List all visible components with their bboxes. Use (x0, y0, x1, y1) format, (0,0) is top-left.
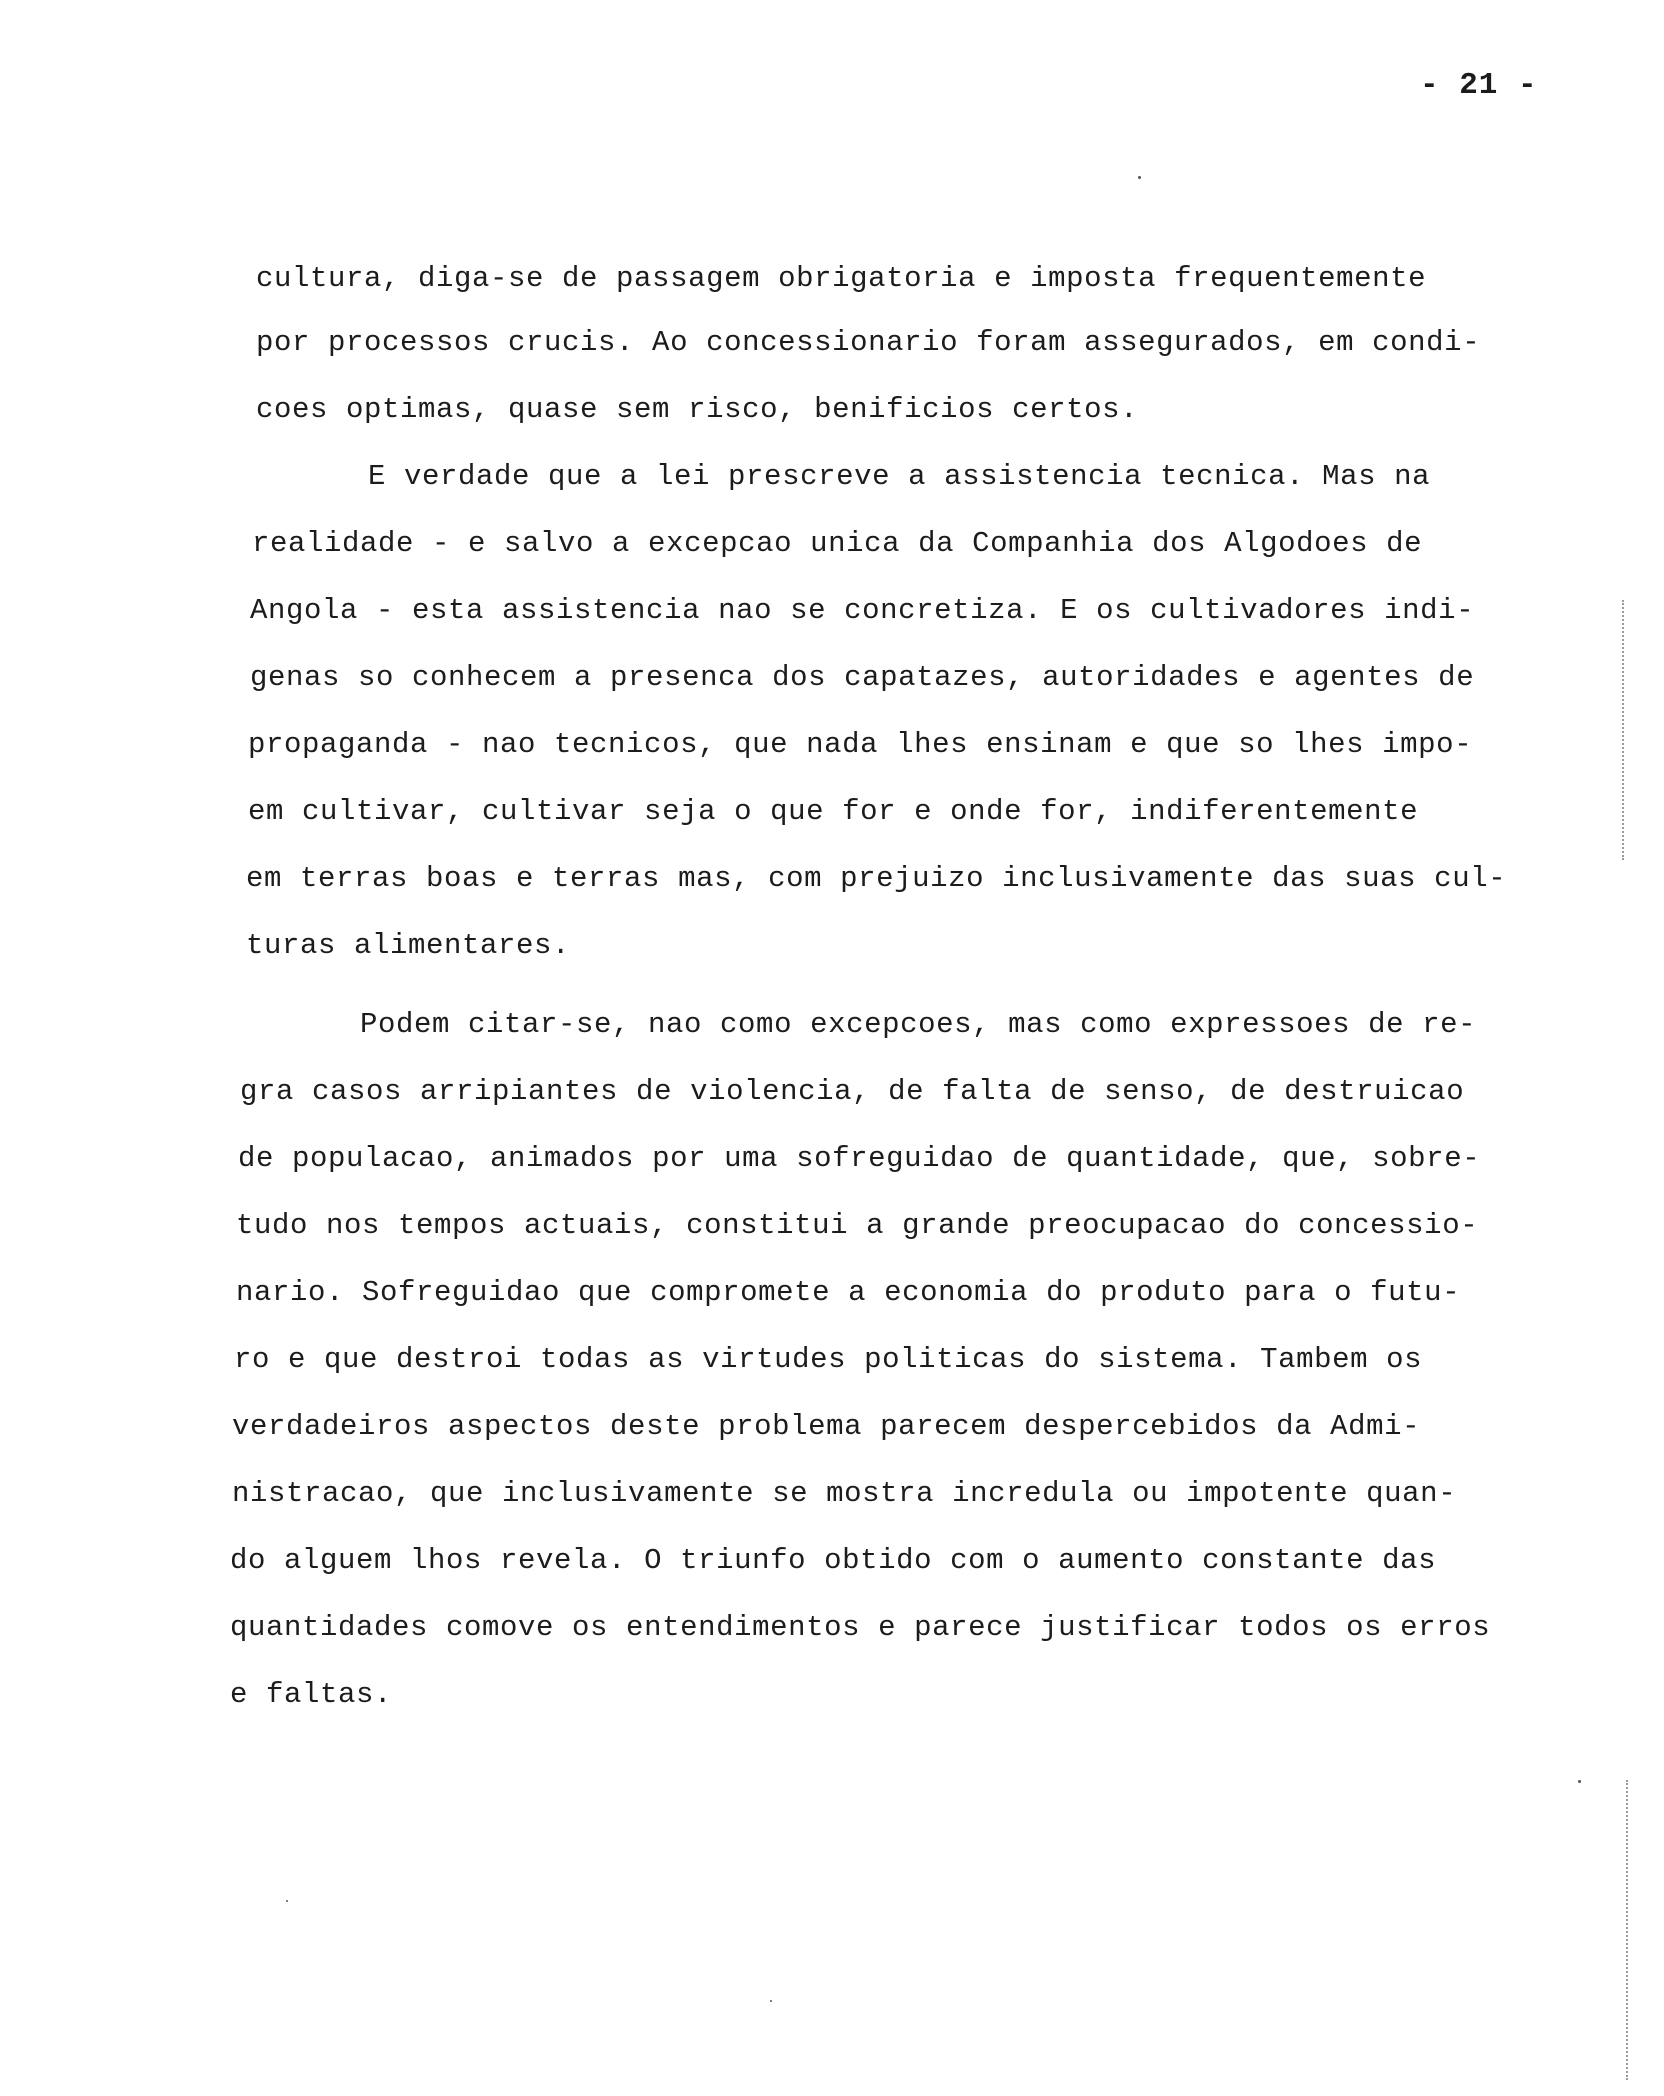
text-line: propaganda - nao tecnicos, que nada lhes ensinam e que so lhes impo- (248, 728, 1473, 761)
text-line: realidade - e salvo a excepcao unica da Companhia dos Algodoes de (252, 527, 1423, 560)
text-line: Angola - esta assistencia nao se concretiza. E os cultivadores indi- (250, 594, 1475, 627)
text-line: de populacao, animados por uma sofreguidao de quantidade, que, sobre- (238, 1142, 1481, 1175)
text-line: e faltas. (230, 1678, 393, 1711)
text-line: verdadeiros aspectos deste problema parecem despercebidos da Admi- (232, 1410, 1421, 1443)
text-line: cultura, diga-se de passagem obrigatoria e imposta frequentemente (256, 262, 1427, 295)
text-line: E verdade que a lei prescreve a assistencia tecnica. Mas na (368, 460, 1431, 493)
margin-mark (1622, 600, 1624, 860)
page-number: - 21 - (1420, 68, 1538, 103)
text-line: quantidades comove os entendimentos e parece justificar todos os erros (230, 1611, 1491, 1644)
scan-speck (286, 1900, 288, 1902)
text-line: genas so conhecem a presenca dos capatazes, autoridades e agentes de (250, 661, 1475, 694)
text-line: tudo nos tempos actuais, constitui a grande preocupacao do concessio- (236, 1209, 1479, 1242)
text-line: gra casos arripiantes de violencia, de falta de senso, de destruicao (240, 1075, 1465, 1108)
text-line: Podem citar-se, nao como excepcoes, mas como expressoes de re- (360, 1008, 1477, 1041)
margin-mark (1626, 1780, 1628, 2080)
text-line: em terras boas e terras mas, com prejuizo inclusivamente das suas cul- (246, 862, 1507, 895)
scan-speck (1138, 176, 1141, 179)
text-line: nario. Sofreguidao que compromete a economia do produto para o futu- (236, 1276, 1461, 1309)
text-line: ro e que destroi todas as virtudes politicas do sistema. Tambem os (234, 1343, 1423, 1376)
scan-speck (1578, 1780, 1581, 1783)
text-line: nistracao, que inclusivamente se mostra incredula ou impotente quan- (232, 1477, 1457, 1510)
text-line: turas alimentares. (246, 929, 571, 962)
text-line: por processos crucis. Ao concessionario foram assegurados, em condi- (256, 326, 1481, 359)
scan-speck (770, 2000, 772, 2002)
text-line: em cultivar, cultivar seja o que for e onde for, indiferentemente (248, 795, 1419, 828)
text-line: coes optimas, quase sem risco, benificios certos. (256, 393, 1139, 426)
text-line: do alguem lhos revela. O triunfo obtido com o aumento constante das (230, 1544, 1437, 1577)
